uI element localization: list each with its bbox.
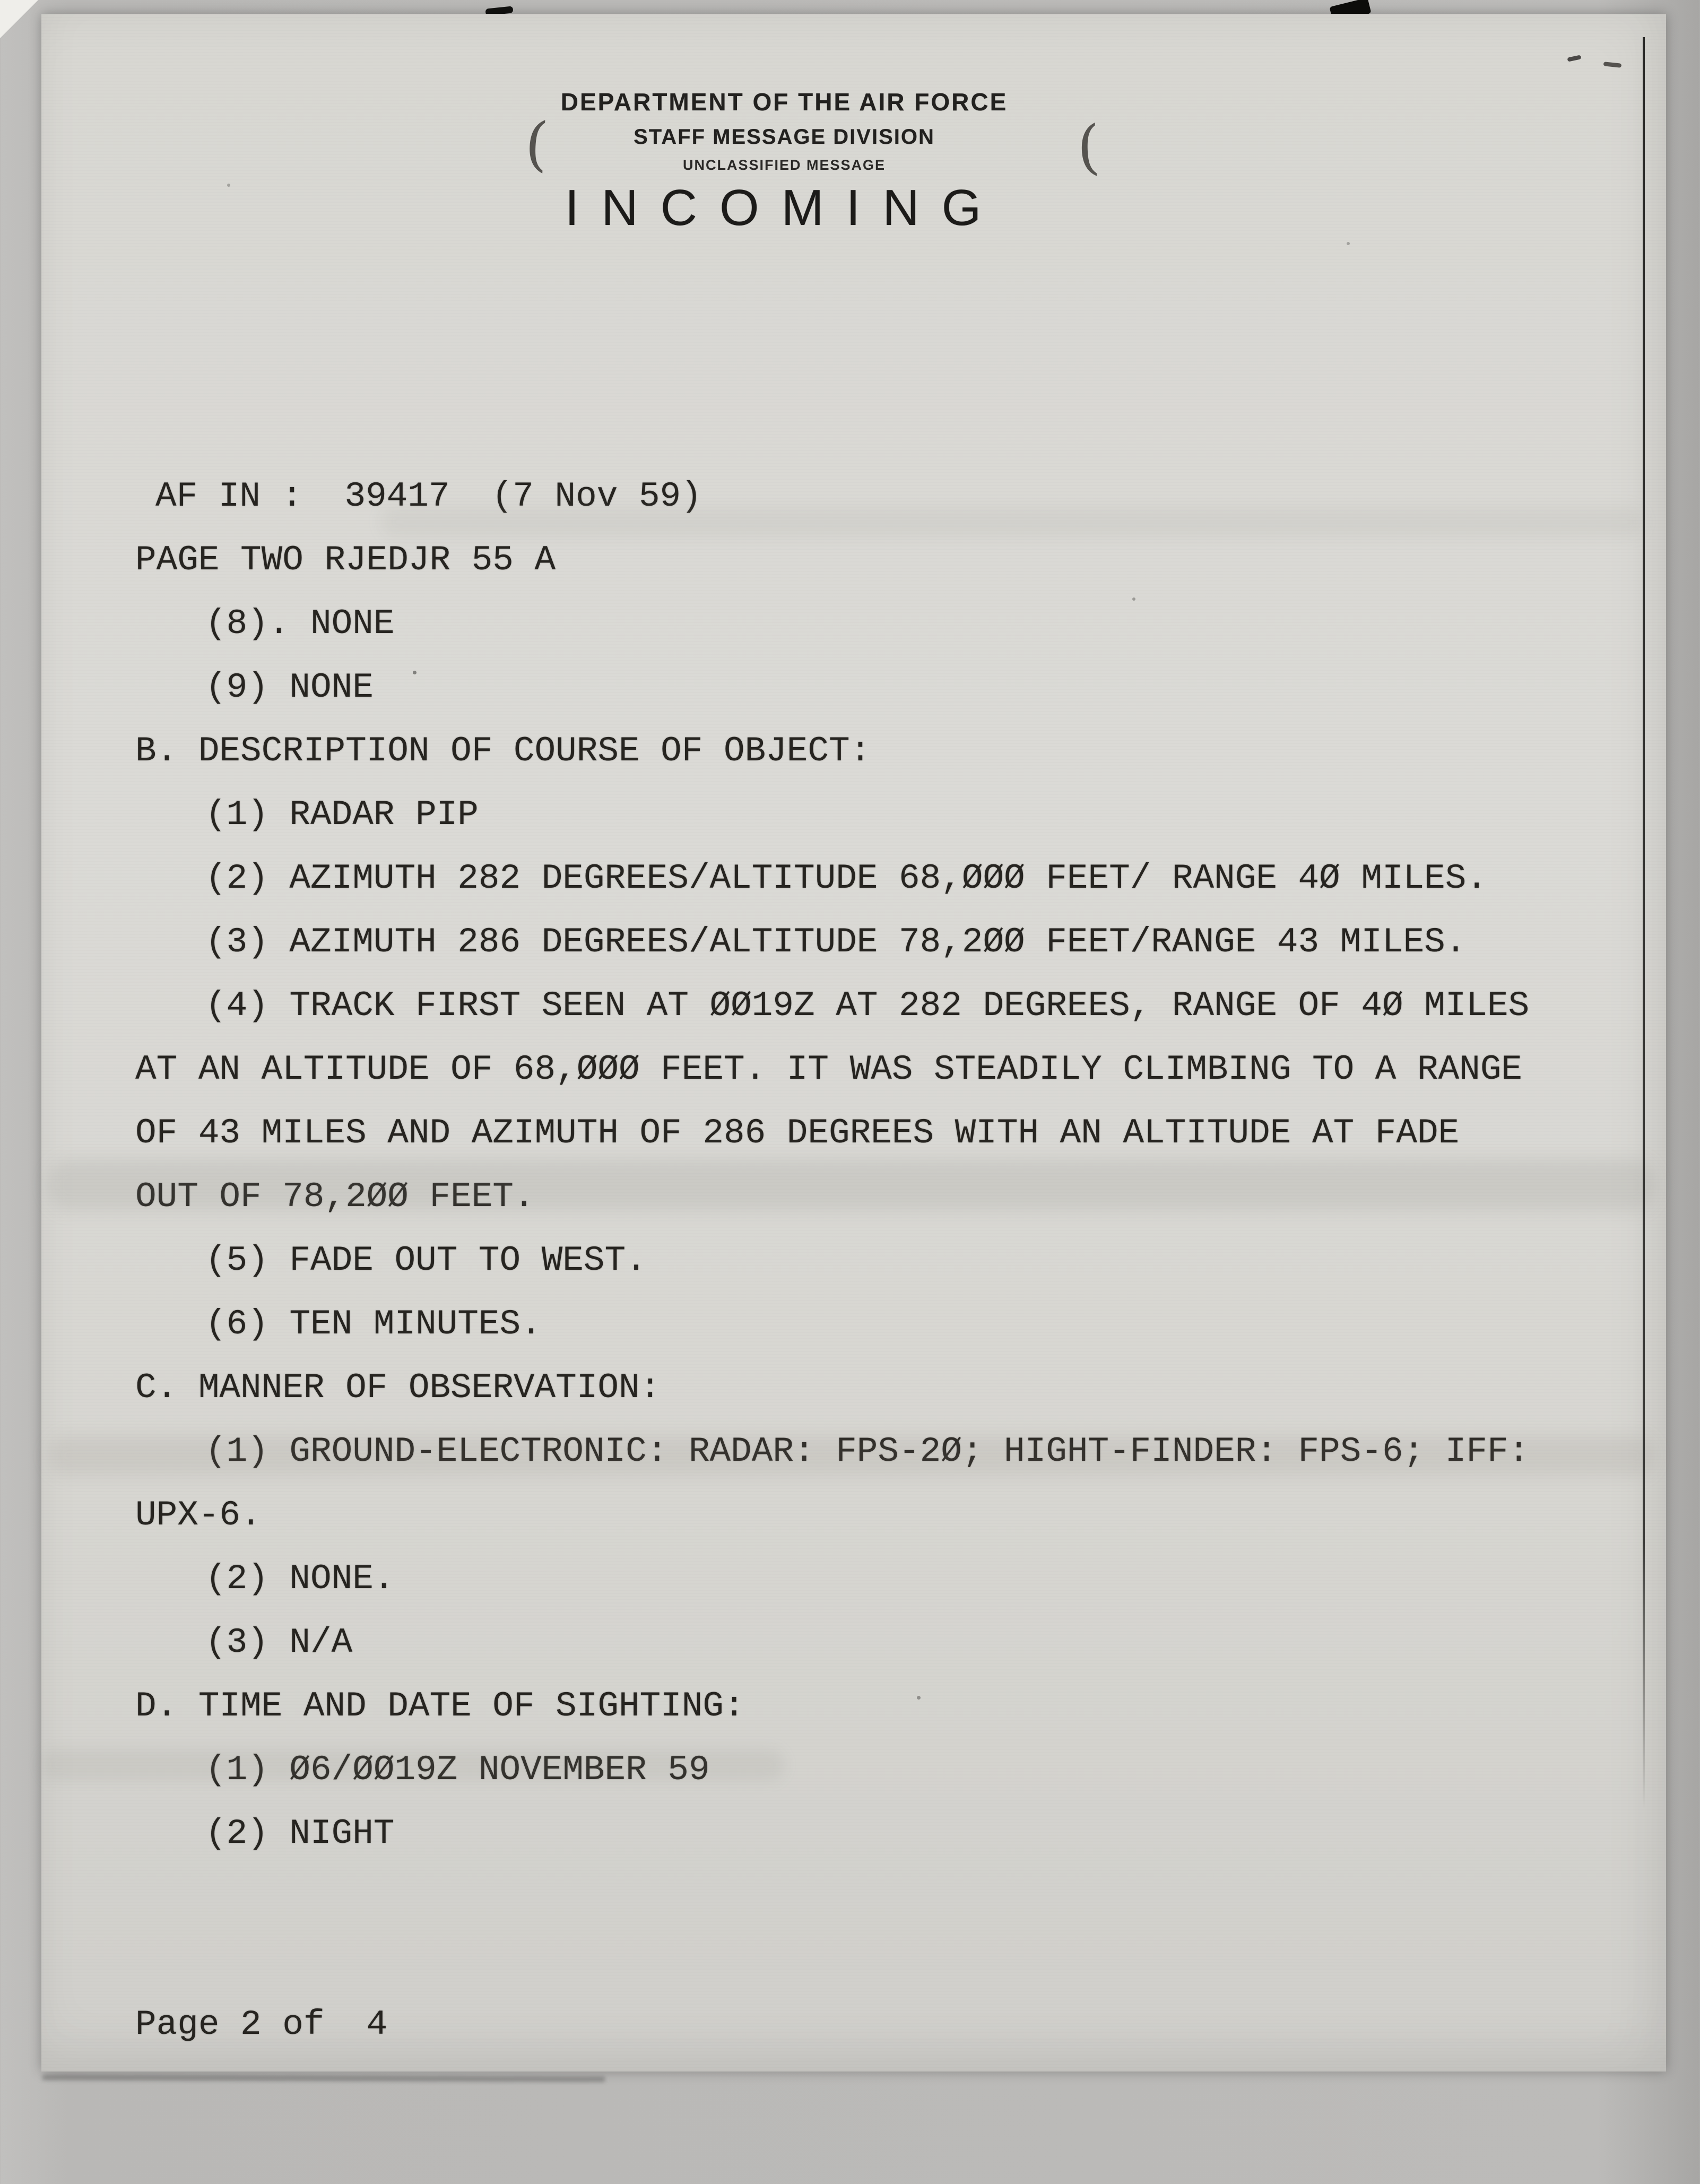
document-line: (5) FADE OUT TO WEST. (205, 1241, 647, 1280)
document-line: (1) GROUND-ELECTRONIC: RADAR: FPS-2Ø; HIGHT-FINDER: FPS-6; IFF: (205, 1432, 1530, 1471)
document-line: AT AN ALTITUDE OF 68,ØØØ FEET. IT WAS STEADILY CLIMBING TO A RANGE (135, 1050, 1523, 1089)
scan-paren-artifact: ( (1075, 112, 1101, 181)
scan-speck (1347, 242, 1350, 245)
message-body (135, 337, 1632, 2184)
document-line: C. MANNER OF OBSERVATION: (135, 1368, 661, 1408)
message-direction-title: INCOMING (565, 179, 1004, 236)
document-line: (8). NONE (205, 604, 395, 644)
letterhead (285, 88, 1283, 237)
document-line: (4) TRACK FIRST SEEN AT ØØ19Z AT 282 DEGREES, RANGE OF 4Ø MILES (205, 986, 1530, 1026)
document-line: OF 43 MILES AND AZIMUTH OF 286 DEGREES WITH AN ALTITUDE AT FADE (135, 1113, 1460, 1153)
document-line: (3) AZIMUTH 286 DEGREES/ALTITUDE 78,2ØØ FEET/RANGE 43 MILES. (205, 922, 1467, 962)
document-line: OUT OF 78,2ØØ FEET. (135, 1177, 535, 1217)
document-line: UPX-6. (135, 1495, 262, 1535)
scan-corner-artifact (0, 0, 38, 38)
scan-speck (917, 1696, 921, 1700)
scan-smudge-mark (1603, 62, 1622, 68)
scan-smudge-mark (1567, 55, 1581, 62)
document-line: (2) NIGHT (205, 1814, 395, 1853)
document-body-lines (135, 465, 1632, 1866)
document-line: (2) NONE. (205, 1559, 395, 1599)
scan-speck (413, 671, 417, 674)
classification-label: UNCLASSIFIED MESSAGE (682, 157, 886, 173)
document-paper (41, 14, 1666, 2072)
document-line: (9) NONE (205, 668, 374, 707)
scan-paren-artifact: ( (523, 109, 550, 179)
document-line: (2) AZIMUTH 282 DEGREES/ALTITUDE 68,ØØØ FEET/ RANGE 4Ø MILES. (205, 859, 1487, 898)
document-line: AF IN : 39417 (7 Nov 59) (155, 476, 702, 516)
letterhead-division: STAFF MESSAGE DIVISION (634, 125, 935, 149)
scan-vertical-line-artifact (1643, 37, 1645, 1809)
document-line: (6) TEN MINUTES. (205, 1304, 542, 1344)
scan-speck (1132, 597, 1135, 601)
document-line: (3) N/A (205, 1623, 353, 1662)
scan-speck (227, 184, 230, 187)
page-number: Page 2 of 4 (135, 2005, 388, 2044)
document-line: (1) Ø6/ØØ19Z NOVEMBER 59 (205, 1750, 710, 1790)
letterhead-agency: DEPARTMENT OF THE AIR FORCE (560, 88, 1008, 116)
document-line: (1) RADAR PIP (205, 795, 479, 835)
document-line: PAGE TWO RJEDJR 55 A (135, 540, 556, 580)
document-line: B. DESCRIPTION OF COURSE OF OBJECT: (135, 731, 871, 771)
document-line: D. TIME AND DATE OF SIGHTING: (135, 1686, 745, 1726)
